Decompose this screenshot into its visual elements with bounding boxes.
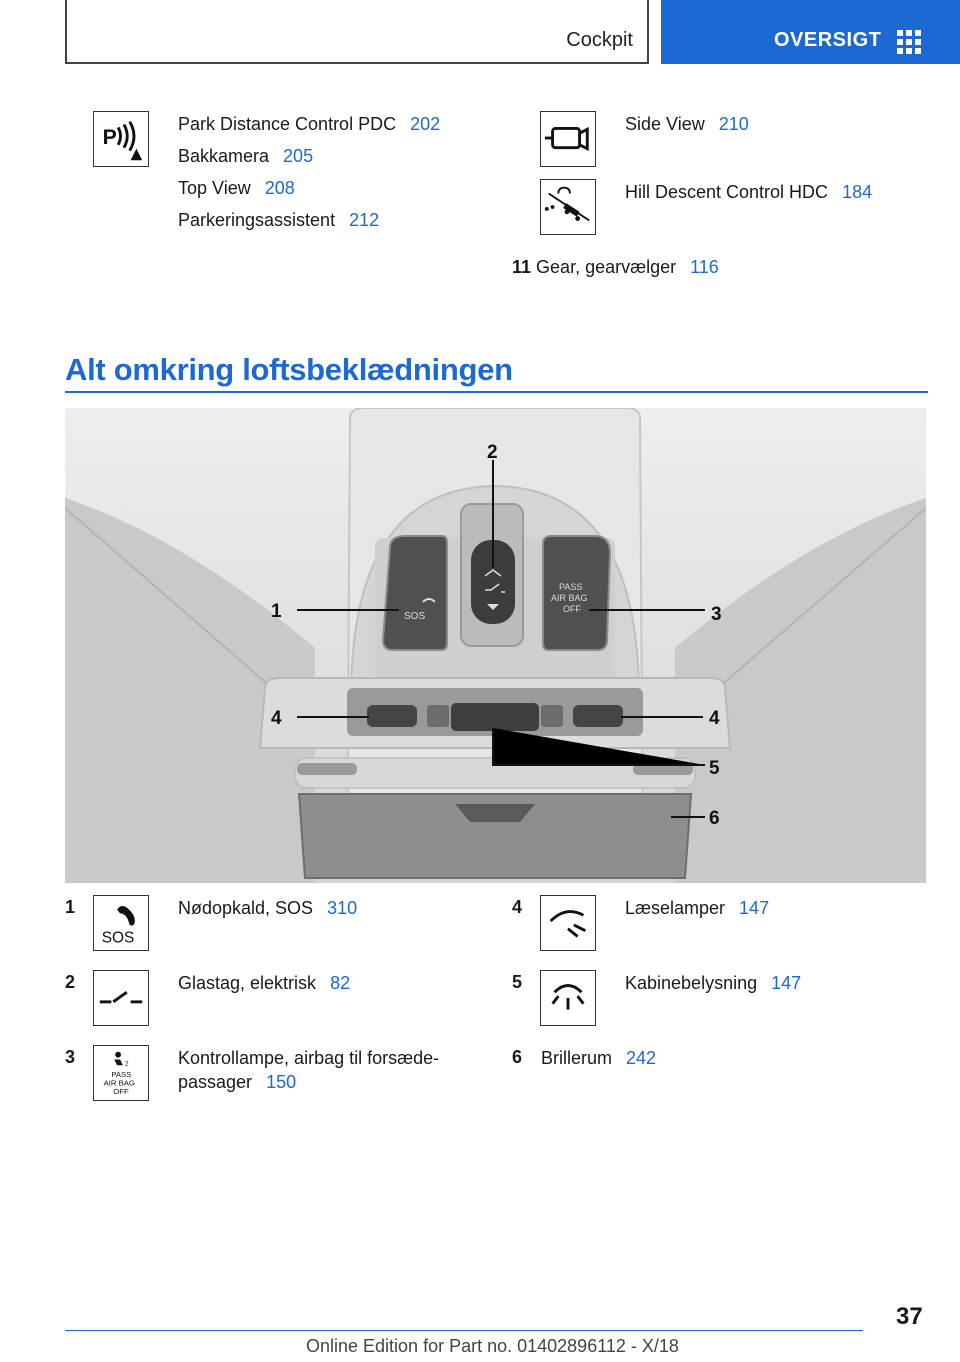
off-label: OFF — [563, 604, 581, 614]
callout-4-right: 4 — [709, 708, 720, 729]
item-label: Nødopkald, SOS — [178, 898, 314, 918]
item-label: Top View — [178, 178, 251, 198]
page-link[interactable]: 208 — [264, 178, 295, 198]
item-label: passager — [178, 1072, 253, 1092]
window-glass-icon — [93, 970, 149, 1026]
icon-pass-text: PASS — [111, 1069, 132, 1079]
sos-button-label: SOS — [404, 611, 426, 622]
sos-icon — [93, 895, 149, 951]
callout-1: 1 — [271, 601, 282, 622]
legend-number: 4 — [512, 897, 523, 917]
legend-number: 5 — [512, 972, 523, 992]
callout-2: 2 — [487, 442, 498, 463]
item-label: Læselamper — [625, 898, 726, 918]
item-number: 11 — [512, 257, 532, 277]
list-item — [178, 113, 440, 135]
legend-item — [625, 972, 801, 994]
callout-3: 3 — [711, 604, 722, 625]
pass-label: PASS — [559, 582, 583, 592]
callout-6: 6 — [709, 808, 720, 829]
legend-item-line1: Kontrollampe, airbag til forsæde- — [178, 1048, 440, 1068]
header-chapter-title[interactable]: OVERSIGT — [774, 29, 882, 51]
section-title: Alt omkring loftsbeklædningen — [65, 352, 513, 387]
page-link[interactable]: 310 — [327, 898, 358, 918]
side-view-icon — [540, 111, 596, 167]
item-label: Parkeringsassistent — [178, 210, 336, 230]
legend-item-line2 — [178, 1071, 296, 1093]
airbag-label: AIR BAG — [551, 593, 588, 603]
item-label: Gear, gearvælger — [536, 257, 677, 277]
legend-number: 6 — [512, 1047, 523, 1067]
item-label: Side View — [625, 114, 705, 134]
item-label: Kabinebelysning — [625, 973, 758, 993]
page-link[interactable]: 150 — [266, 1072, 297, 1092]
legend-item — [178, 897, 357, 919]
item-label: Glastag, elektrisk — [178, 973, 317, 993]
page-link[interactable]: 242 — [626, 1048, 657, 1068]
reading-lamp-icon — [540, 895, 596, 951]
hill-descent-icon — [540, 179, 596, 235]
list-item — [178, 177, 295, 199]
callout-5: 5 — [709, 758, 720, 779]
page-link[interactable]: 184 — [842, 182, 873, 202]
page-link[interactable]: 205 — [283, 146, 314, 166]
header-chapter-box[interactable] — [661, 0, 960, 64]
callout-4-left: 4 — [271, 708, 282, 729]
header-section-title: Cockpit — [566, 29, 633, 51]
icon-off-text: OFF — [113, 1087, 129, 1097]
list-item — [178, 145, 313, 167]
page-link[interactable]: 147 — [771, 973, 802, 993]
header-section-box — [65, 0, 649, 64]
page-link[interactable]: 116 — [690, 257, 719, 277]
item-label: Hill Descent Control HDC — [625, 182, 829, 202]
list-item — [178, 209, 379, 231]
footer-text: Online Edition for Part no. 01402896112 - X/18 — [306, 1336, 679, 1356]
list-item — [625, 181, 872, 203]
page-link[interactable]: 147 — [739, 898, 770, 918]
legend-number: 2 — [65, 972, 76, 992]
section-rule — [65, 391, 928, 393]
page-link[interactable]: 210 — [718, 114, 749, 134]
svg-text:2: 2 — [124, 1060, 129, 1068]
passenger-airbag-icon — [93, 1045, 149, 1101]
page-link[interactable]: 202 — [410, 114, 441, 134]
item-label: Bakkamera — [178, 146, 270, 166]
page-number: 37 — [896, 1303, 923, 1330]
page-link[interactable]: 212 — [349, 210, 380, 230]
sos-icon-text: SOS — [101, 929, 135, 947]
list-item — [512, 256, 719, 278]
icon-airbag-text: AIR BAG — [103, 1078, 135, 1088]
legend-item — [625, 897, 769, 919]
svg-text:P: P — [102, 125, 117, 149]
headliner-photo — [65, 408, 926, 883]
interior-light-icon — [540, 970, 596, 1026]
legend-item — [541, 1047, 656, 1069]
page-link[interactable]: 82 — [330, 973, 351, 993]
legend-number: 1 — [65, 897, 76, 917]
grid-menu-icon[interactable] — [897, 30, 921, 52]
legend-number: 3 — [65, 1047, 76, 1067]
footer-rule — [65, 1330, 863, 1331]
list-item — [625, 113, 749, 135]
item-label: Park Distance Control PDC — [178, 114, 397, 134]
pdc-icon — [93, 111, 149, 167]
item-label: Brillerum — [541, 1048, 613, 1068]
legend-item — [178, 972, 350, 994]
